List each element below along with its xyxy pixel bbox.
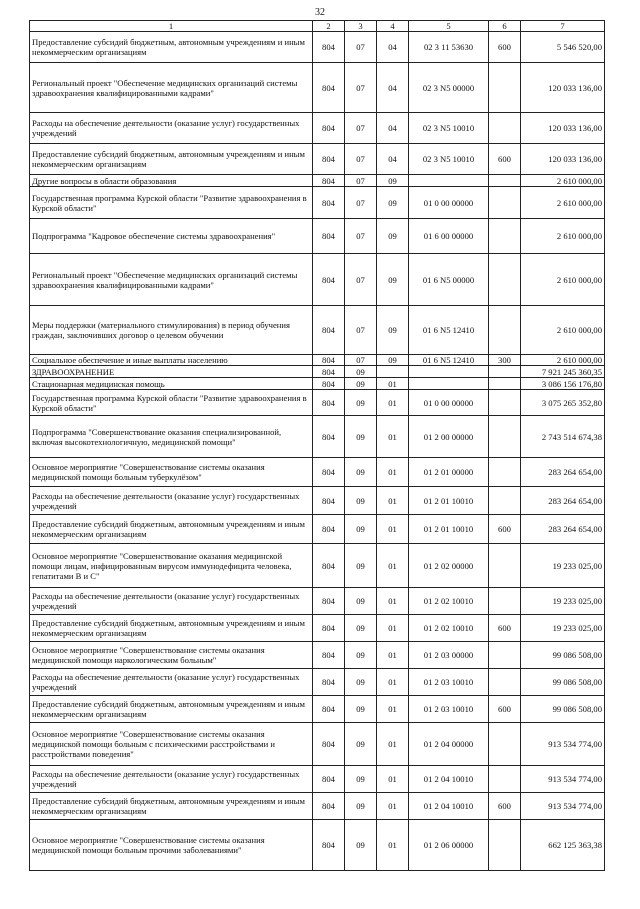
- subsection-code-cell: 01: [377, 696, 409, 723]
- section-code-cell: 09: [345, 458, 377, 487]
- target-article-cell: 01 6 N5 12410: [409, 306, 489, 355]
- row-name-cell: Расходы на обеспечение деятельности (оказание услуг) государственных учреждений: [30, 669, 313, 696]
- section-code-cell: 07: [345, 306, 377, 355]
- row-name-cell: Подпрограмма "Совершенствование оказания специализированной, включая высокотехнологичную, медицинской помощи": [30, 416, 313, 458]
- section-code-cell: 09: [345, 544, 377, 588]
- row-name-cell: Региональный проект "Обеспечение медицинских организаций системы здравоохранения квалифицированными кадрами": [30, 254, 313, 306]
- table-row: [30, 390, 605, 416]
- subsection-code-cell: 01: [377, 487, 409, 515]
- amount-cell: 913 534 774,00: [521, 723, 605, 766]
- subsection-code-cell: 04: [377, 32, 409, 63]
- expense-type-cell: 600: [489, 32, 521, 63]
- ministry-code-cell: 804: [313, 723, 345, 766]
- ministry-code-cell: 804: [313, 113, 345, 144]
- table-row: [30, 696, 605, 723]
- ministry-code-cell: 804: [313, 588, 345, 615]
- ministry-code-cell: 804: [313, 544, 345, 588]
- subsection-code-cell: 01: [377, 588, 409, 615]
- subsection-code-cell: 09: [377, 306, 409, 355]
- subsection-code-cell: 01: [377, 669, 409, 696]
- amount-cell: 2 610 000,00: [521, 254, 605, 306]
- expense-type-cell: [489, 588, 521, 615]
- row-name-cell: Расходы на обеспечение деятельности (оказание услуг) государственных учреждений: [30, 588, 313, 615]
- amount-cell: 19 233 025,00: [521, 588, 605, 615]
- ministry-code-cell: 804: [313, 32, 345, 63]
- subsection-code-cell: 09: [377, 187, 409, 219]
- row-name-cell: Основное мероприятие "Совершенствование системы оказания медицинской помощи наркологическим больным": [30, 642, 313, 669]
- section-code-cell: 09: [345, 669, 377, 696]
- target-article-cell: 01 2 04 10010: [409, 766, 489, 793]
- row-name-cell: Региональный проект "Обеспечение медицинских организаций системы здравоохранения квалифицированными кадрами": [30, 63, 313, 113]
- target-article-cell: 02 3 11 53630: [409, 32, 489, 63]
- row-name-cell: Основное мероприятие "Совершенствование системы оказания медицинской помощи больным туберкулёзом": [30, 458, 313, 487]
- ministry-code-cell: 804: [313, 487, 345, 515]
- amount-cell: 2 610 000,00: [521, 187, 605, 219]
- expense-type-cell: [489, 219, 521, 254]
- expense-type-cell: [489, 113, 521, 144]
- header-row: [30, 21, 605, 32]
- amount-cell: 662 125 363,38: [521, 820, 605, 871]
- target-article-cell: 01 2 02 10010: [409, 615, 489, 642]
- table-row: [30, 175, 605, 187]
- page-number: 32: [315, 7, 325, 18]
- amount-cell: 3 086 156 176,80: [521, 378, 605, 390]
- row-name-cell: Другие вопросы в области образования: [30, 175, 313, 187]
- row-name-cell: Подпрограмма "Кадровое обеспечение системы здравоохранения": [30, 219, 313, 254]
- target-article-cell: 02 3 N5 00000: [409, 63, 489, 113]
- row-name-cell: Основное мероприятие "Совершенствование системы оказания медицинской помощи больным прочими заболеваниями": [30, 820, 313, 871]
- expense-type-cell: 600: [489, 615, 521, 642]
- target-article-cell: 01 0 00 00000: [409, 187, 489, 219]
- expense-type-cell: [489, 544, 521, 588]
- table-row: [30, 144, 605, 175]
- row-name-cell: Предоставление субсидий бюджетным, автономным учреждениям и иным некоммерческим организациям: [30, 615, 313, 642]
- subsection-code-cell: 01: [377, 458, 409, 487]
- section-code-cell: 09: [345, 766, 377, 793]
- expense-type-cell: [489, 175, 521, 187]
- ministry-code-cell: 804: [313, 515, 345, 544]
- ministry-code-cell: 804: [313, 378, 345, 390]
- expense-type-cell: [489, 378, 521, 390]
- amount-cell: 2 610 000,00: [521, 306, 605, 355]
- subsection-code-cell: 01: [377, 615, 409, 642]
- table-row: [30, 32, 605, 63]
- section-code-cell: 09: [345, 390, 377, 416]
- ministry-code-cell: 804: [313, 306, 345, 355]
- expense-type-cell: [489, 254, 521, 306]
- section-code-cell: 09: [345, 820, 377, 871]
- amount-cell: 120 033 136,00: [521, 113, 605, 144]
- section-code-cell: 09: [345, 588, 377, 615]
- subsection-code-cell: 01: [377, 793, 409, 820]
- ministry-code-cell: 804: [313, 642, 345, 669]
- expense-type-cell: [489, 366, 521, 378]
- amount-cell: 5 546 520,00: [521, 32, 605, 63]
- expense-type-cell: [489, 642, 521, 669]
- target-article-cell: 01 6 00 00000: [409, 219, 489, 254]
- subsection-code-cell: 04: [377, 63, 409, 113]
- table-row: [30, 642, 605, 669]
- expense-type-cell: [489, 766, 521, 793]
- target-article-cell: 01 6 N5 12410: [409, 355, 489, 366]
- expense-type-cell: 600: [489, 793, 521, 820]
- amount-cell: 2 743 514 674,38: [521, 416, 605, 458]
- amount-cell: 2 610 000,00: [521, 355, 605, 366]
- row-name-cell: Основное мероприятие "Совершенствование системы оказания медицинской помощи больным с психическими расстройствами и расстройствами поведения": [30, 723, 313, 766]
- subsection-code-cell: 01: [377, 642, 409, 669]
- section-code-cell: 09: [345, 416, 377, 458]
- subsection-code-cell: 04: [377, 113, 409, 144]
- row-name-cell: Предоставление субсидий бюджетным, автономным учреждениям и иным некоммерческим организациям: [30, 793, 313, 820]
- section-code-cell: 09: [345, 515, 377, 544]
- target-article-cell: 01 2 00 00000: [409, 416, 489, 458]
- target-article-cell: 01 2 01 10010: [409, 487, 489, 515]
- table-row: [30, 820, 605, 871]
- expense-type-cell: [489, 458, 521, 487]
- row-name-cell: Государственная программа Курской области "Развитие здравоохранения в Курской области": [30, 187, 313, 219]
- amount-cell: 913 534 774,00: [521, 793, 605, 820]
- row-name-cell: Предоставление субсидий бюджетным, автономным учреждениям и иным некоммерческим организациям: [30, 144, 313, 175]
- table-row: [30, 378, 605, 390]
- table-row: [30, 366, 605, 378]
- header-cell: 5: [409, 21, 489, 32]
- table-row: [30, 355, 605, 366]
- target-article-cell: 02 3 N5 10010: [409, 144, 489, 175]
- subsection-code-cell: 01: [377, 820, 409, 871]
- table-row: [30, 723, 605, 766]
- expense-type-cell: 600: [489, 696, 521, 723]
- section-code-cell: 07: [345, 144, 377, 175]
- target-article-cell: 02 3 N5 10010: [409, 113, 489, 144]
- subsection-code-cell: 09: [377, 175, 409, 187]
- target-article-cell: 01 2 04 00000: [409, 723, 489, 766]
- subsection-code-cell: 01: [377, 723, 409, 766]
- target-article-cell: 01 2 06 00000: [409, 820, 489, 871]
- amount-cell: 283 264 654,00: [521, 458, 605, 487]
- section-code-cell: 09: [345, 366, 377, 378]
- subsection-code-cell: 01: [377, 378, 409, 390]
- target-article-cell: 01 2 03 10010: [409, 669, 489, 696]
- amount-cell: 99 086 508,00: [521, 669, 605, 696]
- expense-type-cell: [489, 723, 521, 766]
- amount-cell: 99 086 508,00: [521, 642, 605, 669]
- target-article-cell: [409, 175, 489, 187]
- expense-type-cell: [489, 187, 521, 219]
- table-row: [30, 254, 605, 306]
- expense-type-cell: 600: [489, 515, 521, 544]
- table-row: [30, 615, 605, 642]
- table-row: [30, 588, 605, 615]
- section-code-cell: 09: [345, 642, 377, 669]
- target-article-cell: 01 6 N5 00000: [409, 254, 489, 306]
- table-row: [30, 458, 605, 487]
- table-row: [30, 793, 605, 820]
- section-code-cell: 07: [345, 187, 377, 219]
- amount-cell: 19 233 025,00: [521, 615, 605, 642]
- subsection-code-cell: 09: [377, 355, 409, 366]
- ministry-code-cell: 804: [313, 219, 345, 254]
- subsection-code-cell: 01: [377, 766, 409, 793]
- amount-cell: 2 610 000,00: [521, 219, 605, 254]
- ministry-code-cell: 804: [313, 416, 345, 458]
- section-code-cell: 07: [345, 219, 377, 254]
- section-code-cell: 07: [345, 113, 377, 144]
- table-row: [30, 63, 605, 113]
- section-code-cell: 09: [345, 793, 377, 820]
- ministry-code-cell: 804: [313, 696, 345, 723]
- subsection-code-cell: 04: [377, 144, 409, 175]
- header-cell: 7: [521, 21, 605, 32]
- table-row: [30, 113, 605, 144]
- header-cell: 1: [30, 21, 313, 32]
- expense-type-cell: [489, 63, 521, 113]
- ministry-code-cell: 804: [313, 144, 345, 175]
- target-article-cell: 01 2 01 10010: [409, 515, 489, 544]
- table-row: [30, 487, 605, 515]
- ministry-code-cell: 804: [313, 820, 345, 871]
- section-code-cell: 07: [345, 32, 377, 63]
- row-name-cell: Предоставление субсидий бюджетным, автономным учреждениям и иным некоммерческим организациям: [30, 696, 313, 723]
- expense-type-cell: [489, 390, 521, 416]
- amount-cell: 120 033 136,00: [521, 63, 605, 113]
- amount-cell: 7 921 245 360,35: [521, 366, 605, 378]
- ministry-code-cell: 804: [313, 669, 345, 696]
- header-cell: 3: [345, 21, 377, 32]
- section-code-cell: 09: [345, 615, 377, 642]
- subsection-code-cell: 01: [377, 416, 409, 458]
- target-article-cell: 01 0 00 00000: [409, 390, 489, 416]
- section-code-cell: 09: [345, 696, 377, 723]
- target-article-cell: 01 2 01 00000: [409, 458, 489, 487]
- row-name-cell: Расходы на обеспечение деятельности (оказание услуг) государственных учреждений: [30, 487, 313, 515]
- row-name-cell: Предоставление субсидий бюджетным, автономным учреждениям и иным некоммерческим организациям: [30, 515, 313, 544]
- section-code-cell: 09: [345, 487, 377, 515]
- row-name-cell: Предоставление субсидий бюджетным, автономным учреждениям и иным некоммерческим организациям: [30, 32, 313, 63]
- target-article-cell: 01 2 02 00000: [409, 544, 489, 588]
- ministry-code-cell: 804: [313, 187, 345, 219]
- header-cell: 6: [489, 21, 521, 32]
- header-cell: 2: [313, 21, 345, 32]
- amount-cell: 913 534 774,00: [521, 766, 605, 793]
- budget-table: [29, 20, 605, 871]
- row-name-cell: Основное мероприятие "Совершенствование оказания медицинской помощи лицам, инфицированным вирусом иммунодефицита человека, гепатитами В и С": [30, 544, 313, 588]
- amount-cell: 99 086 508,00: [521, 696, 605, 723]
- expense-type-cell: [489, 416, 521, 458]
- subsection-code-cell: 01: [377, 390, 409, 416]
- target-article-cell: [409, 378, 489, 390]
- ministry-code-cell: 804: [313, 63, 345, 113]
- ministry-code-cell: 804: [313, 458, 345, 487]
- section-code-cell: 07: [345, 63, 377, 113]
- expense-type-cell: [489, 306, 521, 355]
- target-article-cell: 01 2 03 00000: [409, 642, 489, 669]
- table-row: [30, 766, 605, 793]
- amount-cell: 283 264 654,00: [521, 515, 605, 544]
- expense-type-cell: [489, 669, 521, 696]
- ministry-code-cell: 804: [313, 254, 345, 306]
- section-code-cell: 09: [345, 378, 377, 390]
- ministry-code-cell: 804: [313, 766, 345, 793]
- amount-cell: 283 264 654,00: [521, 487, 605, 515]
- target-article-cell: [409, 366, 489, 378]
- expense-type-cell: [489, 487, 521, 515]
- header-cell: 4: [377, 21, 409, 32]
- amount-cell: 120 033 136,00: [521, 144, 605, 175]
- expense-type-cell: [489, 820, 521, 871]
- section-code-cell: 07: [345, 254, 377, 306]
- target-article-cell: 01 2 03 10010: [409, 696, 489, 723]
- amount-cell: 3 075 265 352,80: [521, 390, 605, 416]
- ministry-code-cell: 804: [313, 390, 345, 416]
- subsection-code-cell: 09: [377, 254, 409, 306]
- ministry-code-cell: 804: [313, 615, 345, 642]
- table-row: [30, 515, 605, 544]
- row-name-cell: ЗДРАВООХРАНЕНИЕ: [30, 366, 313, 378]
- row-name-cell: Расходы на обеспечение деятельности (оказание услуг) государственных учреждений: [30, 766, 313, 793]
- row-name-cell: Стационарная медицинская помощь: [30, 378, 313, 390]
- table-row: [30, 187, 605, 219]
- table-row: [30, 219, 605, 254]
- section-code-cell: 07: [345, 355, 377, 366]
- section-code-cell: 07: [345, 175, 377, 187]
- target-article-cell: 01 2 02 10010: [409, 588, 489, 615]
- subsection-code-cell: 01: [377, 515, 409, 544]
- expense-type-cell: 300: [489, 355, 521, 366]
- ministry-code-cell: 804: [313, 355, 345, 366]
- subsection-code-cell: 09: [377, 219, 409, 254]
- row-name-cell: Меры поддержки (материального стимулирования) в период обучения граждан, заключивших договор о целевом обучении: [30, 306, 313, 355]
- expense-type-cell: 600: [489, 144, 521, 175]
- amount-cell: 19 233 025,00: [521, 544, 605, 588]
- amount-cell: 2 610 000,00: [521, 175, 605, 187]
- section-code-cell: 09: [345, 723, 377, 766]
- table-row: [30, 669, 605, 696]
- subsection-code-cell: [377, 366, 409, 378]
- row-name-cell: Расходы на обеспечение деятельности (оказание услуг) государственных учреждений: [30, 113, 313, 144]
- table-row: [30, 306, 605, 355]
- target-article-cell: 01 2 04 10010: [409, 793, 489, 820]
- subsection-code-cell: 01: [377, 544, 409, 588]
- ministry-code-cell: 804: [313, 793, 345, 820]
- row-name-cell: Государственная программа Курской области "Развитие здравоохранения в Курской области": [30, 390, 313, 416]
- ministry-code-cell: 804: [313, 366, 345, 378]
- row-name-cell: Социальное обеспечение и иные выплаты населению: [30, 355, 313, 366]
- ministry-code-cell: 804: [313, 175, 345, 187]
- table-row: [30, 416, 605, 458]
- table-row: [30, 544, 605, 588]
